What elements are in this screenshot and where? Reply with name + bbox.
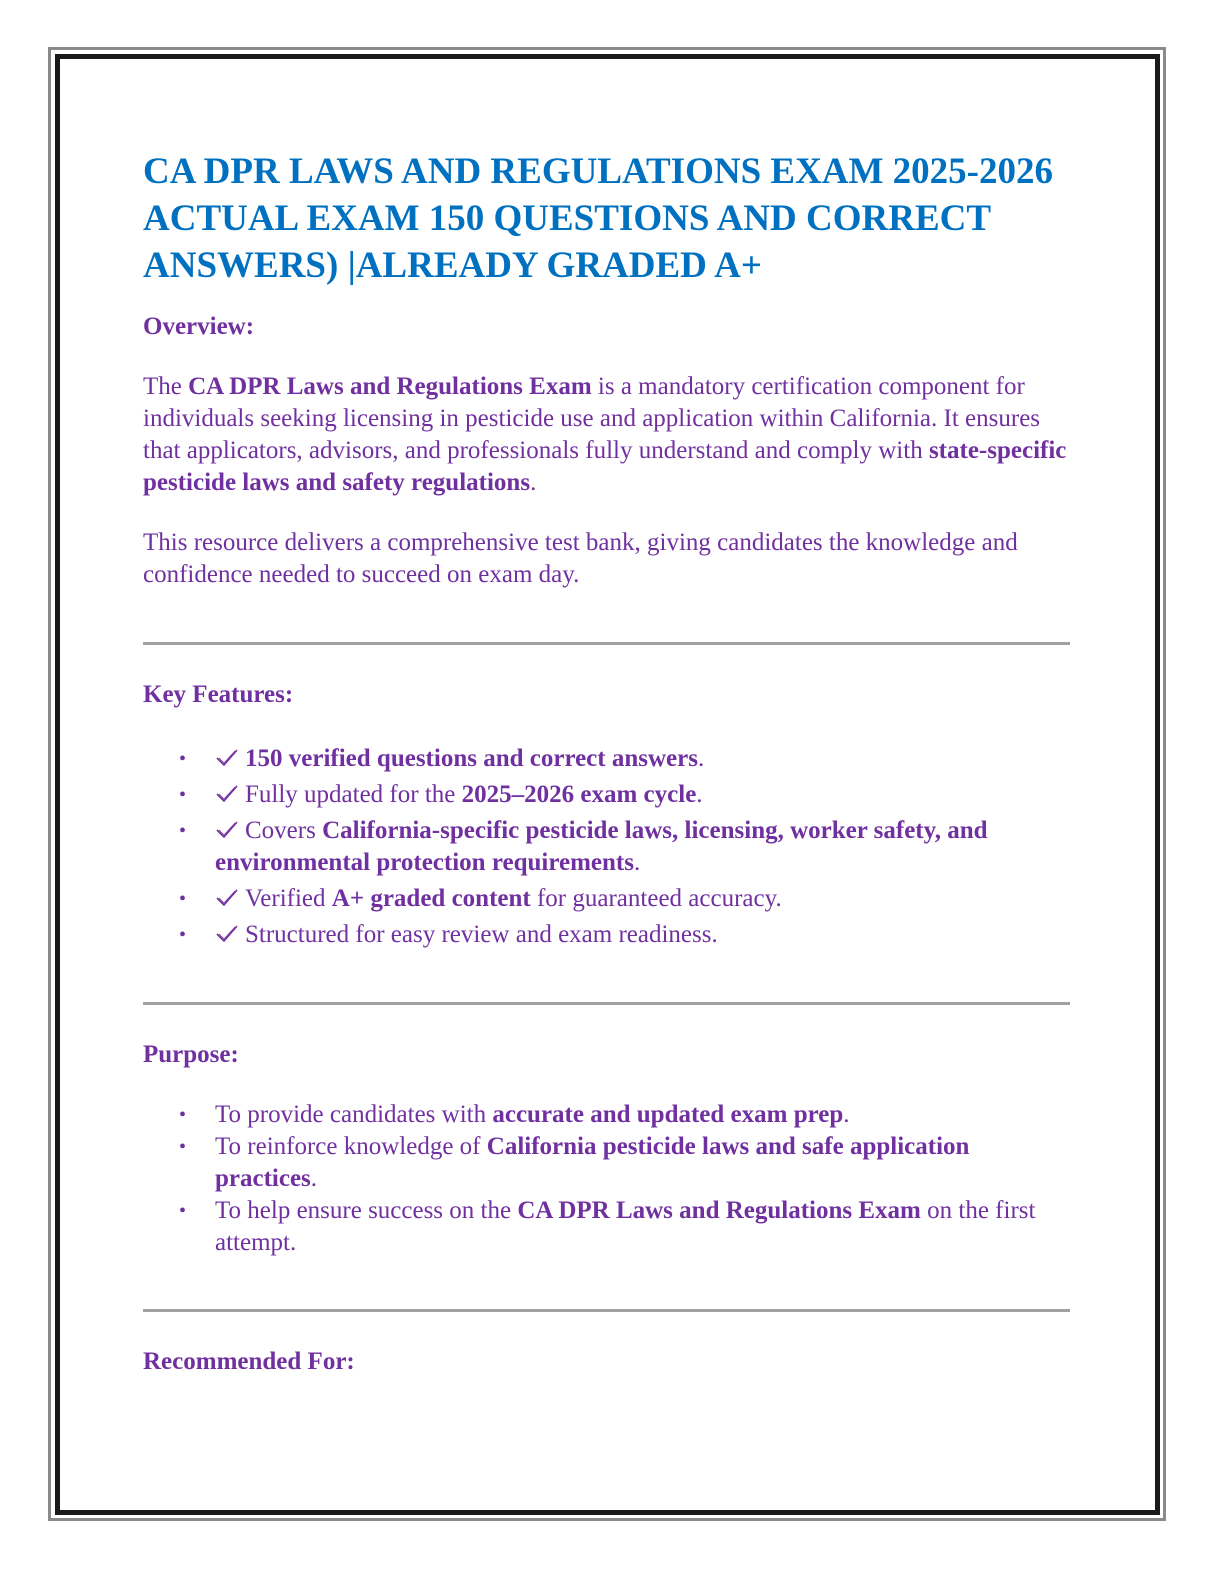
bullet-icon: • bbox=[179, 784, 187, 806]
bullet-icon: • bbox=[179, 1136, 187, 1158]
bullet-icon: • bbox=[179, 820, 187, 842]
list-item: • Verified A+ graded content for guaranteed accuracy. bbox=[143, 883, 1073, 915]
overview-paragraph-2: This resource delivers a comprehensive test bank, giving candidates the knowledge and confidence needed to succeed on exam day. bbox=[143, 529, 1018, 588]
bullet-icon: • bbox=[179, 924, 187, 946]
list-item: • Fully updated for the 2025–2026 exam cycle. bbox=[143, 779, 1073, 811]
list-item: • To help ensure success on the CA DPR Laws and Regulations Exam on the first attempt. bbox=[179, 1197, 1036, 1256]
overview-heading: Overview: bbox=[143, 313, 255, 340]
checkmark-icon bbox=[215, 748, 239, 768]
list-item: • Structured for easy review and exam readiness. bbox=[143, 919, 1073, 951]
checkmark-icon bbox=[215, 784, 239, 804]
purpose-list bbox=[143, 1099, 1073, 1259]
key-features-list bbox=[143, 743, 1073, 951]
checkmark-icon bbox=[215, 820, 239, 840]
bullet-icon: • bbox=[179, 1104, 187, 1126]
list-item: • 150 verified questions and correct answers. bbox=[143, 743, 1073, 775]
checkmark-icon bbox=[215, 924, 239, 944]
list-item: • To provide candidates with accurate and updated exam prep. bbox=[143, 1099, 1073, 1131]
list-item: • To reinforce knowledge of California pesticide laws and safe application practices. bbox=[179, 1133, 970, 1192]
list-item: • Covers California-specific pesticide laws, licensing, worker safety, and environmental protection requirements. bbox=[179, 817, 988, 876]
overview-paragraph-1: The CA DPR Laws and Regulations Exam is a mandatory certification component for individuals seeking licensing in pesticide use and application within California. It ensures that applicators, advisors, and professionals fully understand and comply with state-specific pesticide laws and safety regulations. bbox=[143, 373, 1067, 496]
recommended-heading: Recommended For: bbox=[143, 1348, 355, 1375]
document-title: CA DPR LAWS AND REGULATIONS EXAM 2025-2026 ACTUAL EXAM 150 QUESTIONS AND CORRECT ANSWERS) |ALREADY GRADED A+ bbox=[143, 151, 1054, 286]
key-features-heading: Key Features: bbox=[143, 681, 294, 708]
document-body bbox=[143, 148, 1073, 1378]
purpose-heading: Purpose: bbox=[143, 1041, 239, 1068]
bullet-icon: • bbox=[179, 888, 187, 910]
bullet-icon: • bbox=[179, 1200, 187, 1222]
checkmark-icon bbox=[215, 888, 239, 908]
bullet-icon: • bbox=[179, 748, 187, 770]
